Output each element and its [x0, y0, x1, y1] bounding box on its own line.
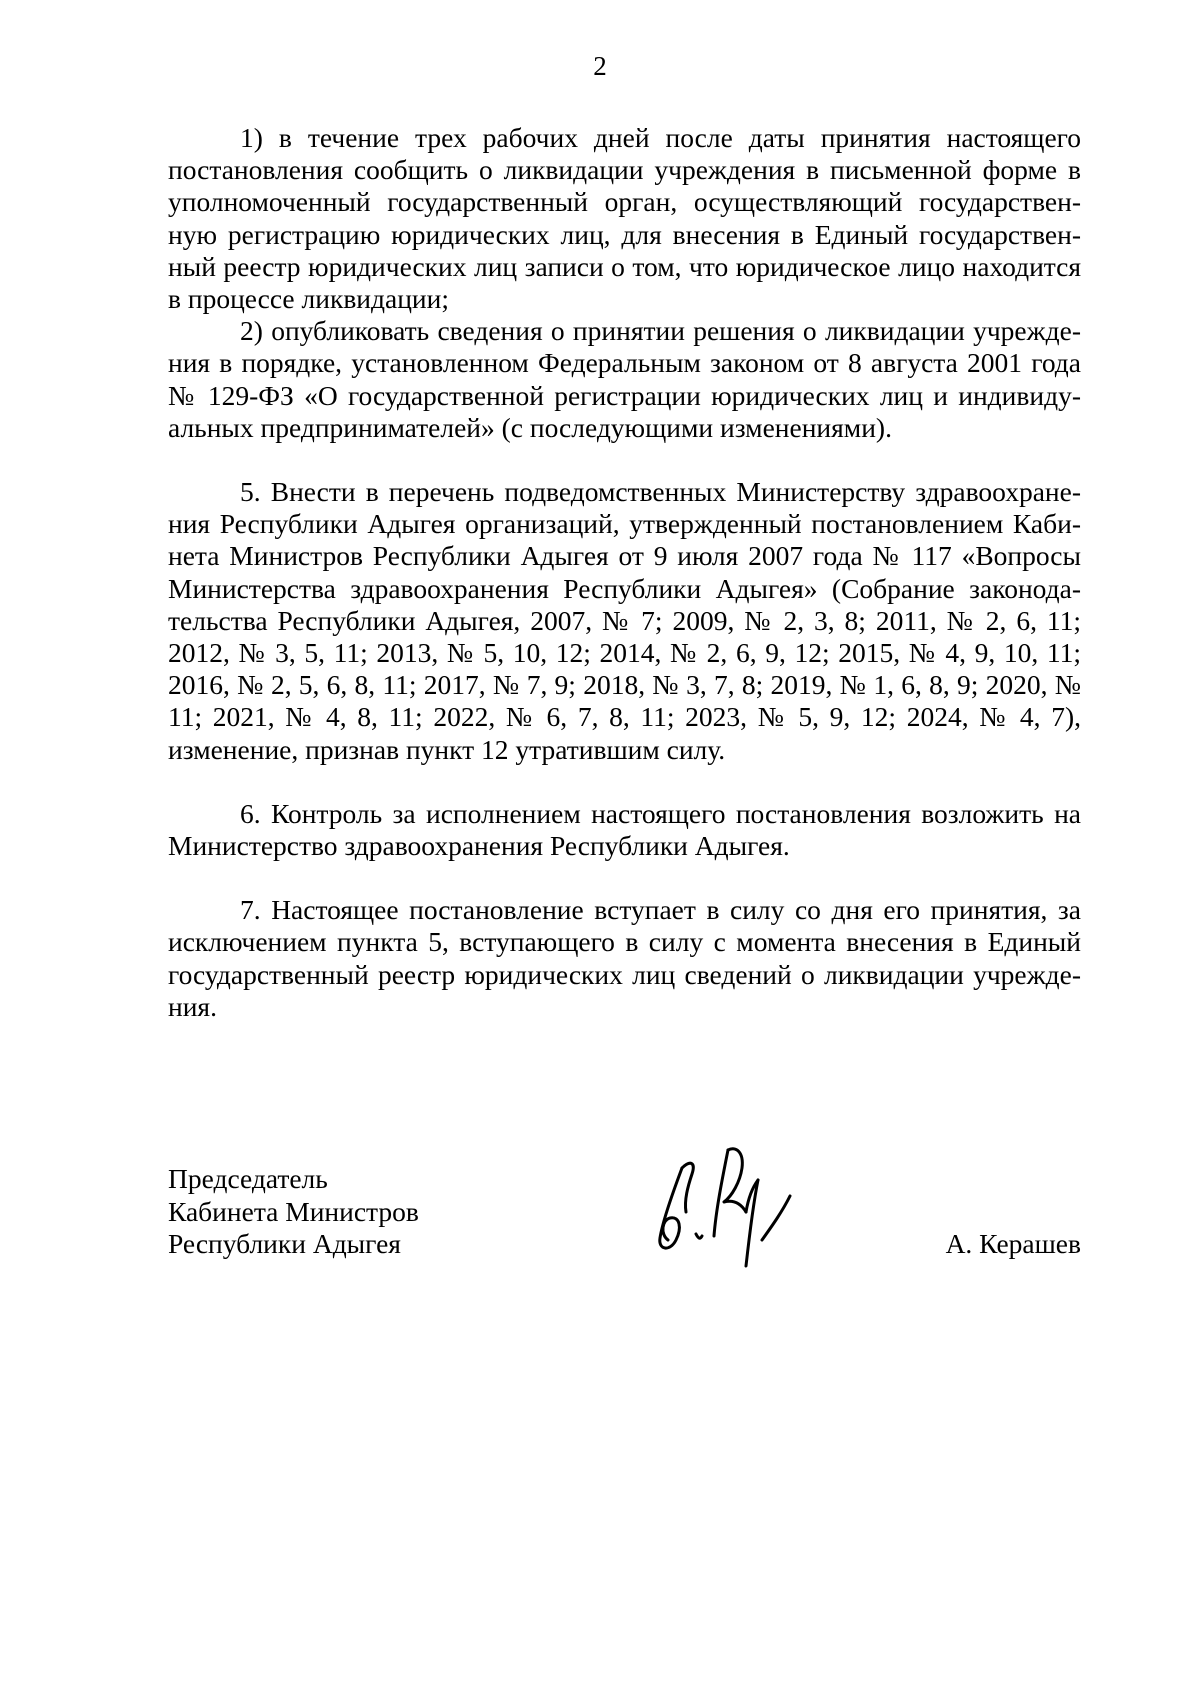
signatory-title: [168, 1163, 419, 1261]
paragraph-item-2: 2) опубликовать сведения о принятии решения о ликвидации учреждения в порядке, установленном Федеральным законом от 8 августа 2001 года № 129-ФЗ «О государственной регистрации юридических лиц и индивидуальных предпринимателей» (с последующими изменениями).: [168, 315, 1081, 443]
signatory-title-line-1: Председатель: [168, 1163, 328, 1194]
document-body: [168, 122, 1081, 1023]
signatory-title-line-2: Кабинета Министров: [168, 1195, 419, 1227]
paragraph-clause-5: 5. Внести в перечень подведомственных Министерству здравоохранения Республики Адыгея организаций, утвержденный постановлением Кабинета Министров Республики Адыгея от 9 июля 2007 года № 117 «Вопросы Министерства здравоохранения Республики Адыгея» (Собрание законодательства Республики Адыгея, 2007, № 7; 2009, № 2, 3, 8; 2011, № 2, 6, 11; 2012, № 3, 5, 11; 2013, № 5, 10, 12; 2014, № 2, 6, 9, 12; 2015, № 4, 9, 10, 11; 2016, № 2, 5, 6, 8, 11; 2017, № 7, 9; 2018, № 3, 7, 8; 2019, № 1, 6, 8, 9; 2020, № 11; 2021, № 4, 8, 11; 2022, № 6, 7, 8, 11; 2023, № 5, 9, 12; 2024, № 4, 7), изменение, признав пункт 12 утратившим силу.: [168, 476, 1081, 765]
signatory-title-line-3: Республики Адыгея: [168, 1228, 401, 1259]
paragraph-clause-6: 6. Контроль за исполнением настоящего постановления возложить на Министерство здравоохранения Республики Адыгея.: [168, 797, 1081, 862]
page-number: 2: [593, 51, 607, 81]
signatory-name: А. Керашев: [945, 1228, 1081, 1259]
handwritten-signature: [640, 1130, 820, 1270]
paragraph-clause-7: 7. Настоящее постановление вступает в силу со дня его принятия, за исключением пункта 5, вступающего в силу с момента внесения в Единый государственный реестр юридических лиц сведений о ликвидации учреждения.: [168, 894, 1081, 1022]
paragraph-item-1: 1) в течение трех рабочих дней после даты принятия настоящего постановления сообщить о ликвидации учреждения в письменной форме в уполномоченный государственный орган, осуществляющий государственную регистрацию юридических лиц, для внесения в Единый государственный реестр юридических лиц записи о том, что юридическое лицо находится в процессе ликвидации;: [168, 122, 1081, 315]
